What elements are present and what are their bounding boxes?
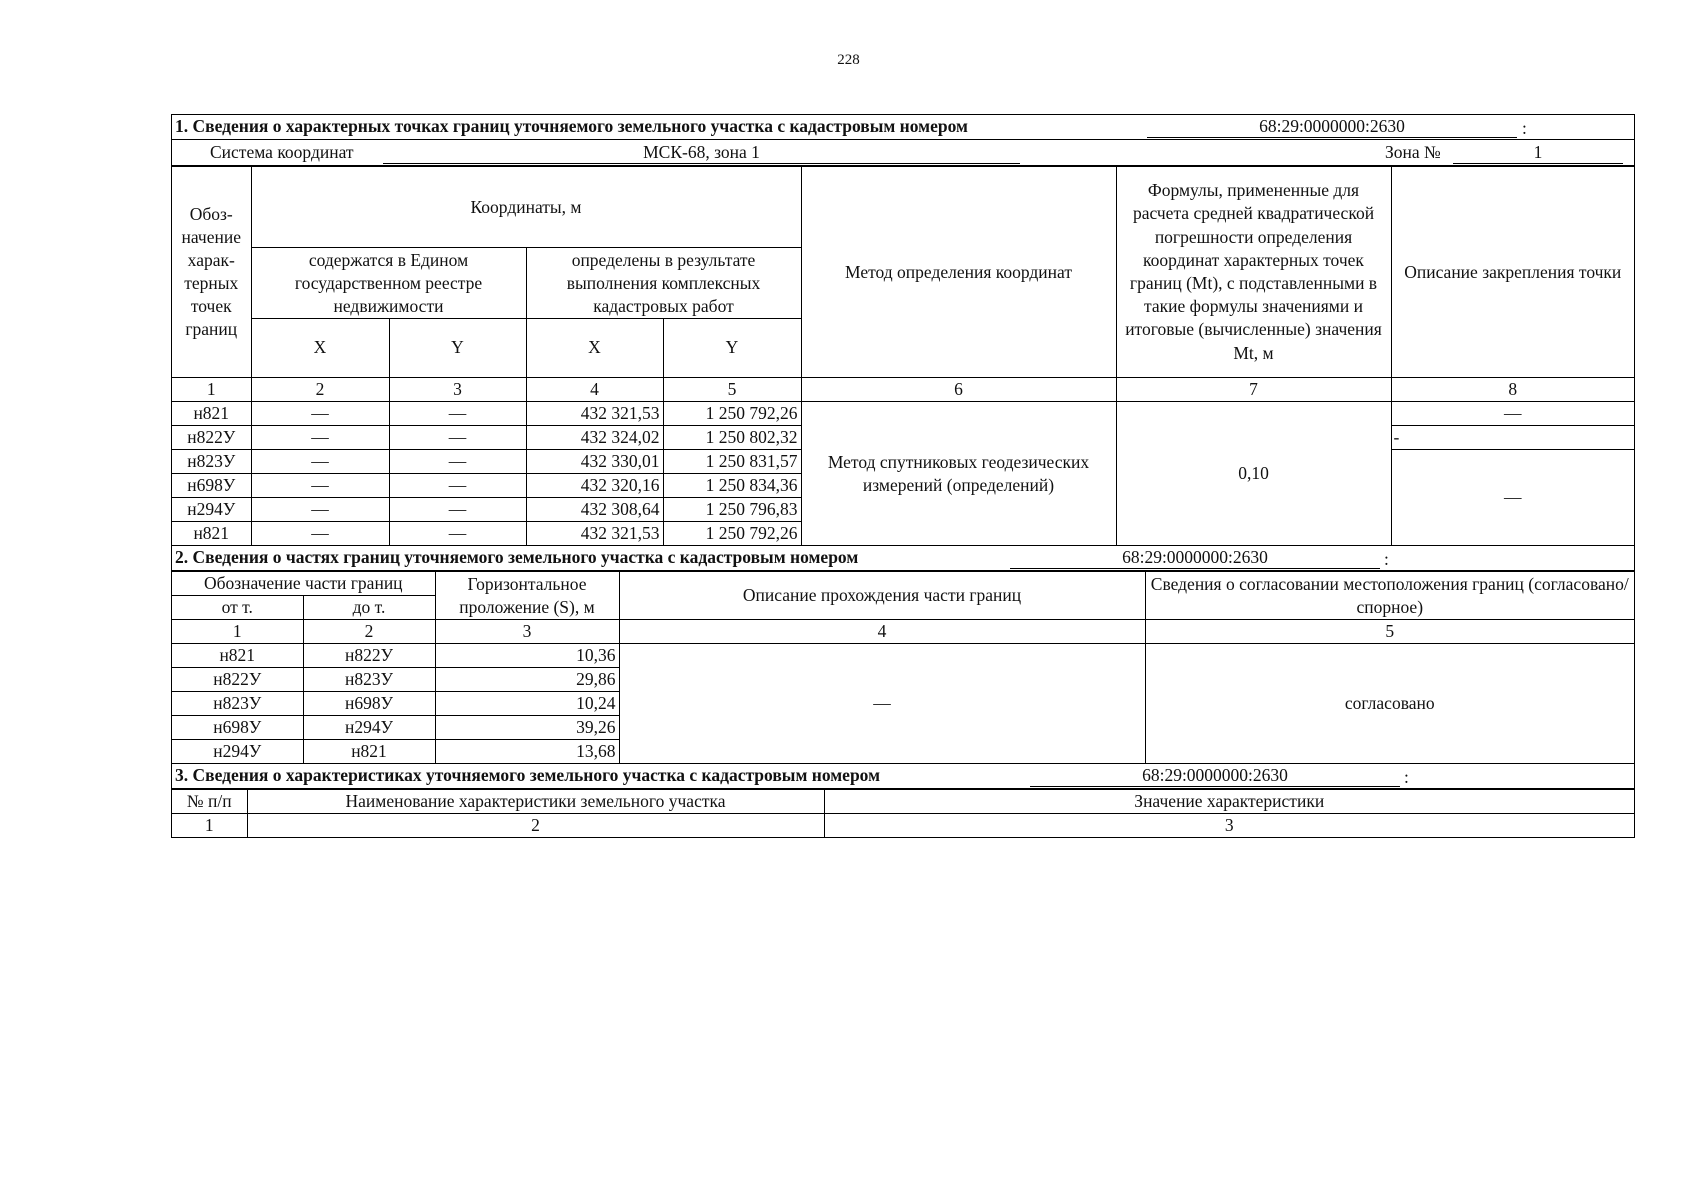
point-name: н822У — [172, 426, 251, 450]
table-row — [172, 402, 1634, 426]
col-number: 3 — [824, 814, 1634, 838]
section3-colon: : — [1404, 767, 1409, 787]
zone-label: Зона № — [1385, 142, 1441, 162]
header-to: до т. — [303, 596, 435, 620]
horizontal-distance: 10,36 — [435, 644, 619, 668]
fixing-value: — — [1391, 450, 1634, 546]
section1-title: 1. Сведения о характерных точках границ уточняемого земельного участка с кадастровым номером — [175, 116, 968, 136]
fixing-value: - — [1391, 426, 1634, 450]
determined-y: 1 250 802,32 — [663, 426, 801, 450]
registry-y: — — [389, 402, 526, 426]
col-number: 2 — [251, 378, 389, 402]
section3-header — [172, 764, 1634, 789]
section1-colon: : — [1522, 118, 1527, 138]
header-agreement: Сведения о согласовании местоположения границ (согласовано/спорное) — [1145, 572, 1634, 620]
determined-y: 1 250 796,83 — [663, 498, 801, 522]
from-point: н698У — [172, 716, 303, 740]
determined-x: 432 321,53 — [526, 522, 663, 546]
method-value: Метод спутниковых геодезических измерений (определений) — [801, 402, 1116, 546]
section1-header — [172, 115, 1634, 140]
determined-y: 1 250 792,26 — [663, 522, 801, 546]
header-x1: X — [251, 318, 389, 377]
point-name: н823У — [172, 450, 251, 474]
registry-x: — — [251, 522, 389, 546]
determined-x: 432 324,02 — [526, 426, 663, 450]
points-table — [172, 166, 1634, 546]
col-number: 2 — [247, 814, 824, 838]
col-number: 3 — [435, 620, 619, 644]
determined-x: 432 308,64 — [526, 498, 663, 522]
determined-x: 432 321,53 — [526, 402, 663, 426]
header-from: от т. — [172, 596, 303, 620]
table-row — [172, 644, 1634, 668]
to-point: н821 — [303, 740, 435, 764]
header-fixing: Описание закрепления точки — [1391, 167, 1634, 378]
coord-system-label: Система координат — [210, 142, 354, 162]
col-number: 5 — [663, 378, 801, 402]
section2-title: 2. Сведения о частях границ уточняемого земельного участка с кадастровым номером — [175, 547, 859, 567]
header-part-designation: Обозначение части границ — [172, 572, 435, 596]
header-method: Метод определения координат — [801, 167, 1116, 378]
agreement-value: согласовано — [1145, 644, 1634, 764]
zone-value: 1 — [1453, 140, 1623, 164]
header-num: № п/п — [172, 790, 247, 814]
registry-x: — — [251, 450, 389, 474]
header-description: Описание прохождения части границ — [619, 572, 1145, 620]
mt-value: 0,10 — [1116, 402, 1391, 546]
determined-x: 432 320,16 — [526, 474, 663, 498]
col-number: 4 — [619, 620, 1145, 644]
section3-cadastral-number: 68:29:0000000:2630 — [1030, 764, 1400, 787]
section1-cadastral-number: 68:29:0000000:2630 — [1147, 115, 1517, 138]
header-in-registry: содержатся в Едином государственном реестре недвижимости — [251, 248, 526, 318]
registry-y: — — [389, 450, 526, 474]
determined-y: 1 250 834,36 — [663, 474, 801, 498]
boundary-parts-table — [172, 571, 1634, 764]
cadastral-document — [171, 114, 1635, 838]
header-y1: Y — [389, 318, 526, 377]
to-point: н822У — [303, 644, 435, 668]
header-determined: определены в результате выполнения комплексных кадастровых работ — [526, 248, 801, 318]
determined-y: 1 250 831,57 — [663, 450, 801, 474]
determined-x: 432 330,01 — [526, 450, 663, 474]
header-name: Наименование характеристики земельного участка — [247, 790, 824, 814]
registry-y: — — [389, 522, 526, 546]
header-x2: X — [526, 318, 663, 377]
section3-title: 3. Сведения о характеристиках уточняемого земельного участка с кадастровым номером — [175, 765, 881, 785]
header-designation: Обоз- начение харак- терных точек границ — [172, 167, 251, 378]
page-number: 228 — [837, 52, 860, 68]
header-coordinates: Координаты, м — [251, 167, 801, 248]
horizontal-distance: 13,68 — [435, 740, 619, 764]
description-value: — — [619, 644, 1145, 764]
horizontal-distance: 29,86 — [435, 668, 619, 692]
registry-x: — — [251, 426, 389, 450]
registry-y: — — [389, 426, 526, 450]
point-name: н294У — [172, 498, 251, 522]
registry-x: — — [251, 402, 389, 426]
header-horizontal: Горизонтальное проложение (S), м — [435, 572, 619, 620]
header-formulas: Формулы, примененные для расчета средней квадратической погрешности определения координат характерных точек границ (Mt), с подставленными в такие формулы значениями и итоговые (вычисленные) значения Mt, м — [1116, 167, 1391, 378]
characteristics-table — [172, 789, 1634, 837]
registry-x: — — [251, 474, 389, 498]
registry-y: — — [389, 498, 526, 522]
from-point: н294У — [172, 740, 303, 764]
horizontal-distance: 10,24 — [435, 692, 619, 716]
section2-cadastral-number: 68:29:0000000:2630 — [1010, 546, 1380, 569]
coord-system-row — [172, 140, 1634, 166]
section2-colon: : — [1384, 549, 1389, 569]
horizontal-distance: 39,26 — [435, 716, 619, 740]
registry-x: — — [251, 498, 389, 522]
coord-system-value: МСК-68, зона 1 — [383, 140, 1020, 164]
col-number: 1 — [172, 378, 251, 402]
col-number: 8 — [1391, 378, 1634, 402]
col-number: 1 — [172, 814, 247, 838]
fixing-value: — — [1391, 402, 1634, 426]
col-number: 5 — [1145, 620, 1634, 644]
col-number: 2 — [303, 620, 435, 644]
point-name: н821 — [172, 402, 251, 426]
header-y2: Y — [663, 318, 801, 377]
point-name: н821 — [172, 522, 251, 546]
from-point: н822У — [172, 668, 303, 692]
to-point: н294У — [303, 716, 435, 740]
col-number: 3 — [389, 378, 526, 402]
col-number: 7 — [1116, 378, 1391, 402]
section2-header — [172, 546, 1634, 571]
to-point: н823У — [303, 668, 435, 692]
col-number: 4 — [526, 378, 663, 402]
header-value: Значение характеристики — [824, 790, 1634, 814]
point-name: н698У — [172, 474, 251, 498]
to-point: н698У — [303, 692, 435, 716]
determined-y: 1 250 792,26 — [663, 402, 801, 426]
from-point: н823У — [172, 692, 303, 716]
col-number: 6 — [801, 378, 1116, 402]
from-point: н821 — [172, 644, 303, 668]
col-number: 1 — [172, 620, 303, 644]
registry-y: — — [389, 474, 526, 498]
